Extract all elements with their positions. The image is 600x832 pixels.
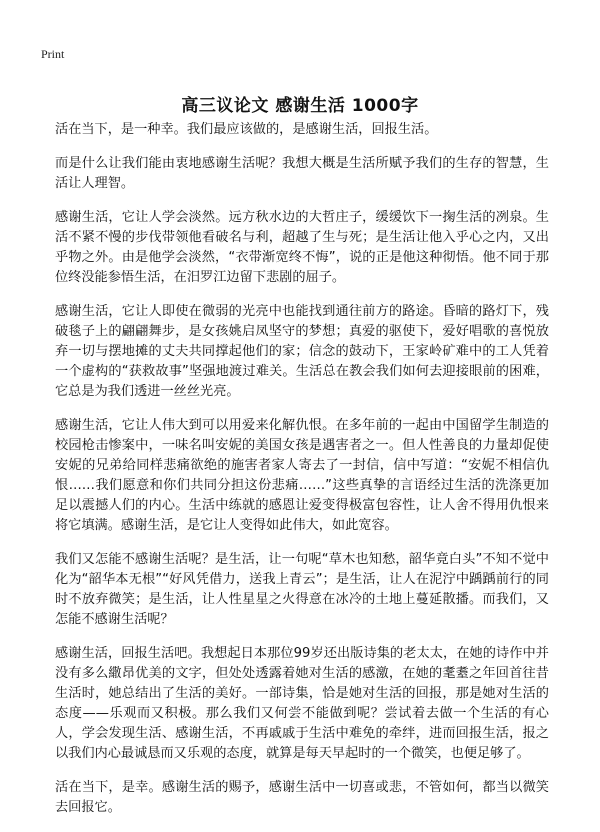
article-body — [55, 120, 549, 832]
paragraph: 我们又怎能不感谢生活呢？是生活，让一句呢“草木也知愁，韶华竟白头”不知不觉中化为“韶华本无根”“好风凭借力，送我上青云”；是生活，让人在泥泞中踽踽前行的同时不放弃微笑；是生活，让人性星星之火得意在冰冷的土地上蔓延散播。而我们，又怎能不感谢生活呢？ — [55, 552, 549, 627]
paragraph: 活在当下，是幸。感谢生活的赐予，感谢生活中一切喜或悲，不管如何，都当以微笑去回报它。 — [55, 780, 549, 815]
page-title: 高三议论文 感谢生活 1000字 — [181, 96, 419, 117]
paragraph: 感谢生活，回报生活吧。我想起日本那位99岁还出版诗集的老太太，在她的诗作中并没有多么繖昂优美的文字，但处处透露着她对生活的感激，在她的耄耋之年回首往昔生活时，她总结出了生活的美好。一部诗集，恰是她对生活的回报，那是她对生活的态度——乐观而又积极。那么我们又何尝不能做到呢？尝试着去做一个生活的有心人，学会发现生活、感谢生活，不再戚戚于生活中难免的牵绊，进而回报生活，报之以我们内心最诚恳而又乐观的态度，就算是每天早起时的一个微笑，也便足够了。 — [55, 646, 549, 761]
paragraph: 感谢生活，它让人伟大到可以用爱来化解仇恨。在多年前的一起由中国留学生制造的校园枪击惨案中，一味名叫安妮的美国女孩是遇害者之一。但人性善良的力量却促使安妮的兄弟给同样悲痛欲绝的施害者家人寄去了一封信，信中写道：“安妮不相信仇恨……我们愿意和你们共同分担这份悲痛……”这些真挚的言语经过生活的洗涤更加足以震撼人们的内心。生活中练就的感恩让爱变得极富包容性，让人舍不得用仇恨来将它填满。感谢生活，是它让人变得如此伟大，如此宽容。 — [55, 418, 549, 533]
print-link[interactable]: Print — [41, 47, 65, 61]
paragraph: 感谢生活，它让人即使在微弱的光亮中也能找到通往前方的路途。昏暗的路灯下，残破毯子上的翩翩舞步，是女孩姚启凤坚守的梦想；真爱的驱使下，爱好唱歌的喜悦放弃一切与摆地摊的丈夫共同撑起他们的家；信念的鼓动下，王家岭矿难中的工人凭着一个虚构的“获救故事”坚强地渡过难关。生活总在教会我们如何去迎接眼前的困难，它总是为我们透进一丝丝光亮。 — [55, 304, 549, 399]
paragraph: 而是什么让我们能由衷地感谢生活呢？我想大概是生活所赋予我们的生存的智慧，生活让人理智。 — [55, 156, 549, 191]
paragraph: 感谢生活，它让人学会淡然。远方秋水边的大哲庄子，缓缓饮下一掬生活的冽泉。生活不紧不慢的步伐带领他看破名与利，超越了生与死；是生活让他入乎心之内，又出乎物之外。由是他学会淡然，“衣带渐宽终不悔”，说的正是他这种彻悟。他不同于那位终没能参悟生活，在汨罗江边留下悲剧的屈子。 — [55, 210, 549, 285]
paragraph: 活在当下，是一种幸。我们最应该做的，是感谢生活，回报生活。 — [55, 122, 438, 137]
